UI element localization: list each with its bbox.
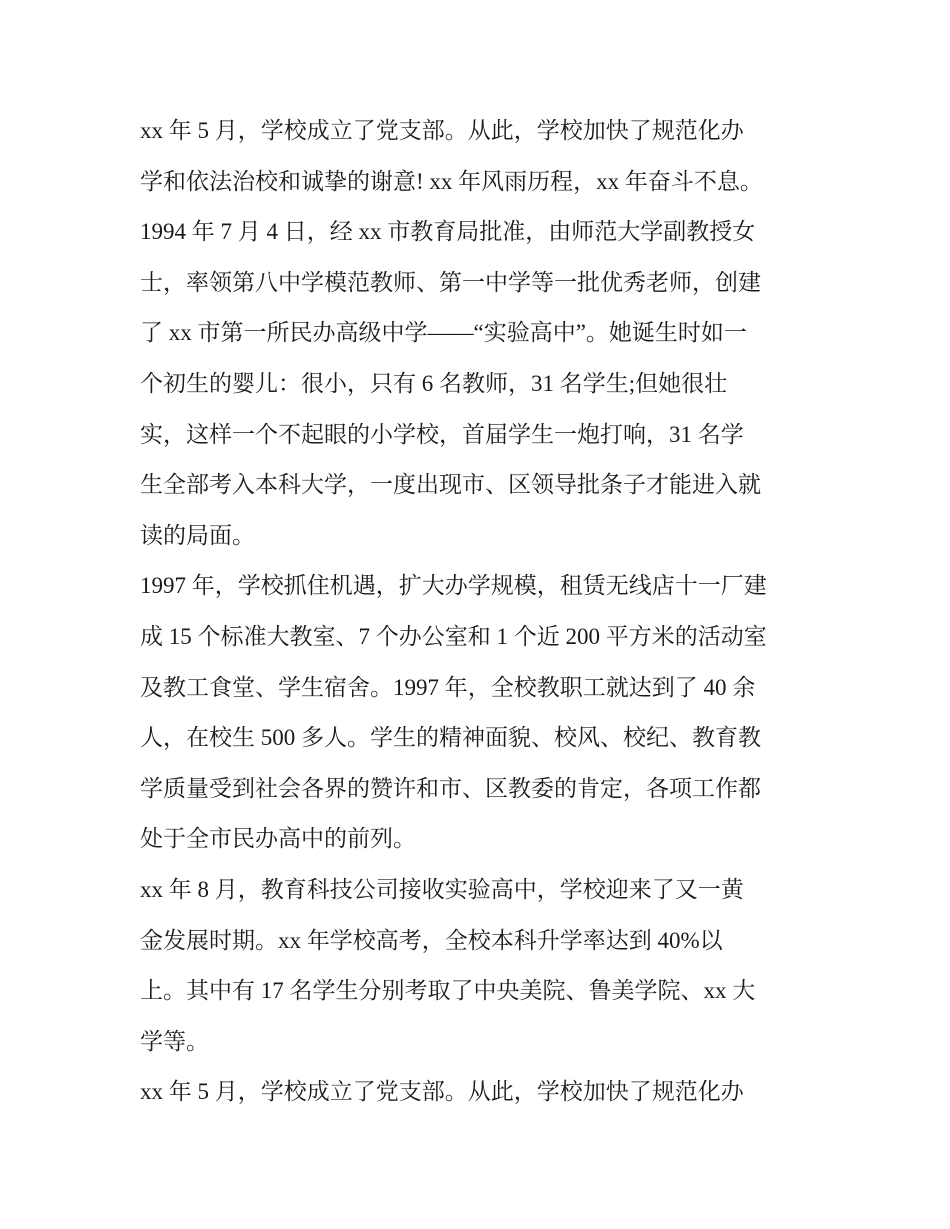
text-line: 学质量受到社会各界的赞许和市、区教委的肯定，各项工作都	[140, 775, 761, 801]
text-line: xx 年 5 月，学校成立了党支部。从此，学校加快了规范化办	[140, 118, 744, 143]
text-line: 士，率领第八中学模范教师、第一中学等一批优秀老师，创建	[140, 269, 761, 295]
text-line: xx 年 8 月，教育科技公司接收实验高中，学校迎来了又一黄	[140, 876, 744, 902]
text-line: 个初生的婴儿：很小，只有 6 名教师，31 名学生;但她很壮	[140, 370, 728, 396]
text-line: 金发展时期。xx 年学校高考，全校本科升学率达到 40%以	[140, 927, 723, 953]
text-line: 实，这样一个不起眼的小学校，首届学生一炮打响，31 名学	[140, 421, 744, 447]
text-line: 了 xx 市第一所民办高级中学——“实验高中”。她诞生时如一	[140, 320, 747, 346]
text-line: 1997 年，学校抓住机遇，扩大办学规模，租赁无线店十一厂建	[140, 573, 767, 599]
text-line: 生全部考入本科大学，一度出现市、区领导批条子才能进入就	[140, 472, 761, 498]
text-line: 上。其中有 17 名学生分别考取了中央美院、鲁美学院、xx 大	[140, 978, 756, 1004]
text-line: 学等。	[140, 1028, 209, 1054]
text-line: 1994 年 7 月 4 日，经 xx 市教育局批准，由师范大学副教授女	[140, 219, 756, 245]
text-line: 成 15 个标准大教室、7 个办公室和 1 个近 200 平方米的活动室	[140, 623, 767, 649]
text-line: 学和依法治校和诚挚的谢意! xx 年风雨历程，xx 年奋斗不息。	[140, 168, 763, 194]
text-line: 及教工食堂、学生宿舍。1997 年，全校教职工就达到了 40 余	[140, 674, 756, 700]
text-line: 人，在校生 500 多人。学生的精神面貌、校风、校纪、教育教	[140, 725, 761, 751]
document-body	[140, 106, 820, 1118]
text-line: xx 年 5 月，学校成立了党支部。从此，学校加快了规范化办	[140, 1079, 744, 1105]
text-line: 读的局面。	[140, 522, 255, 548]
text-line: 处于全市民办高中的前列。	[140, 826, 416, 852]
